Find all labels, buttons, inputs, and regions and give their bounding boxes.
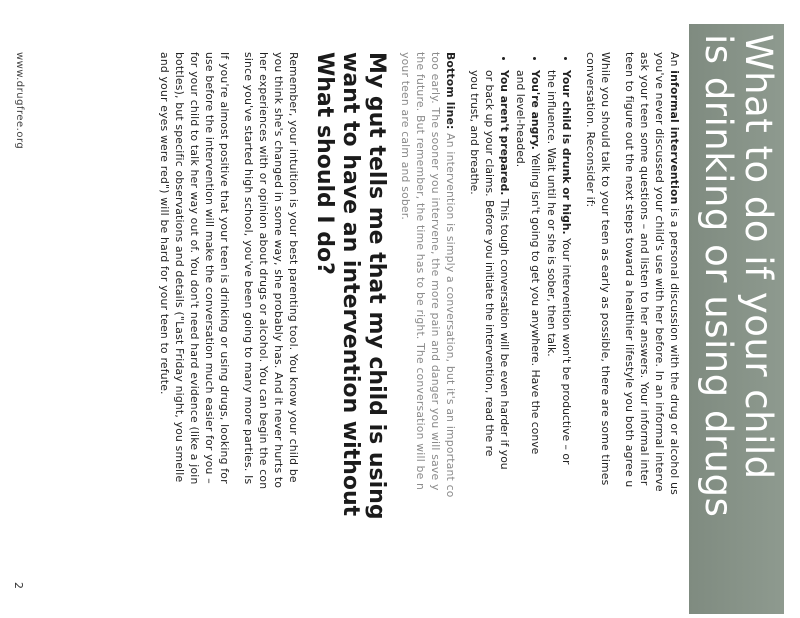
bottom-line-text: the future. But remember, the time has to be right. The conversation will be n — [414, 52, 427, 491]
evidence-text: for your child to talk her way out of. You don't need hard evidence (like a join — [188, 52, 201, 485]
timing-text: While you should talk to your teen as early as possible, there are some times — [599, 52, 612, 486]
bottom-line-paragraph — [398, 52, 458, 618]
list-item-term: You aren't prepared. — [498, 70, 511, 196]
intro-text: is a personal discussion with the drug or alcohol us — [668, 204, 681, 495]
evidence-text: and your eyes were red") will be hard for your teen to refute. — [158, 52, 171, 395]
section-heading-line: want to have an intervention without — [338, 52, 363, 517]
list-item — [467, 70, 512, 618]
list-item-text: and level-headed. — [514, 70, 527, 168]
intro-term: informal intervention — [668, 70, 681, 205]
bottom-line-text: An intervention is simply a conversation, but it's an important co — [444, 129, 457, 498]
intuition-text: you think she's changed in some way, she probably has. And it never hurts to — [272, 52, 285, 489]
timing-paragraph — [583, 52, 613, 618]
bottom-line-text: too early. The sooner you intervene, the more pain and danger you will save y — [429, 52, 442, 491]
evidence-text: If you're almost positive that your teen is drinking or using drugs, looking for — [218, 52, 231, 484]
evidence-text: use before the intervention will make the conversation much easier for you – — [203, 52, 216, 484]
page-title — [698, 24, 784, 614]
list-item-text: Your intervention won't be productive – or — [560, 234, 573, 465]
list-item-text: you trust, and breathe. — [468, 70, 481, 195]
evidence-paragraph — [157, 52, 232, 618]
intro-text: teen to figure out the next steps toward a healthier lifestyle you both agree u — [623, 52, 636, 488]
list-item — [513, 70, 543, 618]
intuition-paragraph — [241, 52, 301, 618]
list-item-term: You're angry. — [529, 70, 542, 150]
list-item-text: Yelling isn't going to get you anywhere. Have the conve — [529, 149, 542, 455]
list-item-text: the influence. Wait until he or she is sober, then talk. — [545, 70, 558, 357]
intuition-text: her experiences with or opinion about drugs or alcohol. You can begin the con — [257, 52, 270, 490]
title-line-2: is drinking or using drugs — [697, 34, 740, 518]
bottom-line-label: Bottom line: — [444, 52, 457, 130]
intuition-text: since you've started high school, you've been going to many more parties. Is — [242, 52, 255, 485]
intro-paragraph — [622, 52, 682, 618]
intro-text: ask your teen some questions – and listen to her answers. Your informal inter — [638, 52, 651, 486]
list-item-text: or back up your claims. Before you initiate the intervention, read the re — [483, 70, 496, 457]
timing-text: conversation. Reconsider if: — [584, 52, 597, 208]
footer-url: www.drugfree.org — [14, 52, 25, 150]
section-heading-line: What should I do? — [312, 52, 337, 275]
section-heading-line: My gut tells me that my child is using — [364, 52, 389, 520]
intro-text: An — [668, 52, 681, 71]
section-heading — [311, 52, 389, 618]
intuition-text: Remember, your intuition is your best parenting tool. You know your child be — [287, 52, 300, 483]
list-item — [544, 70, 574, 618]
body-text — [148, 52, 682, 618]
intro-text: you've never discussed your child's use with her before. In an informal interve — [653, 52, 666, 492]
list-item-term: Your child is drunk or high. — [560, 70, 573, 235]
page-number: 2 — [12, 582, 25, 589]
reconsider-list — [467, 52, 574, 618]
title-line-1: What to do if your child — [737, 34, 780, 480]
evidence-text: bottles), but specific observations and details ("Last Friday night, you smelle — [173, 52, 186, 483]
title-banner — [689, 24, 784, 614]
list-item-text: This tough conversation will be even harder if you — [498, 195, 511, 470]
bottom-line-text: your teen are calm and sober. — [399, 52, 412, 221]
